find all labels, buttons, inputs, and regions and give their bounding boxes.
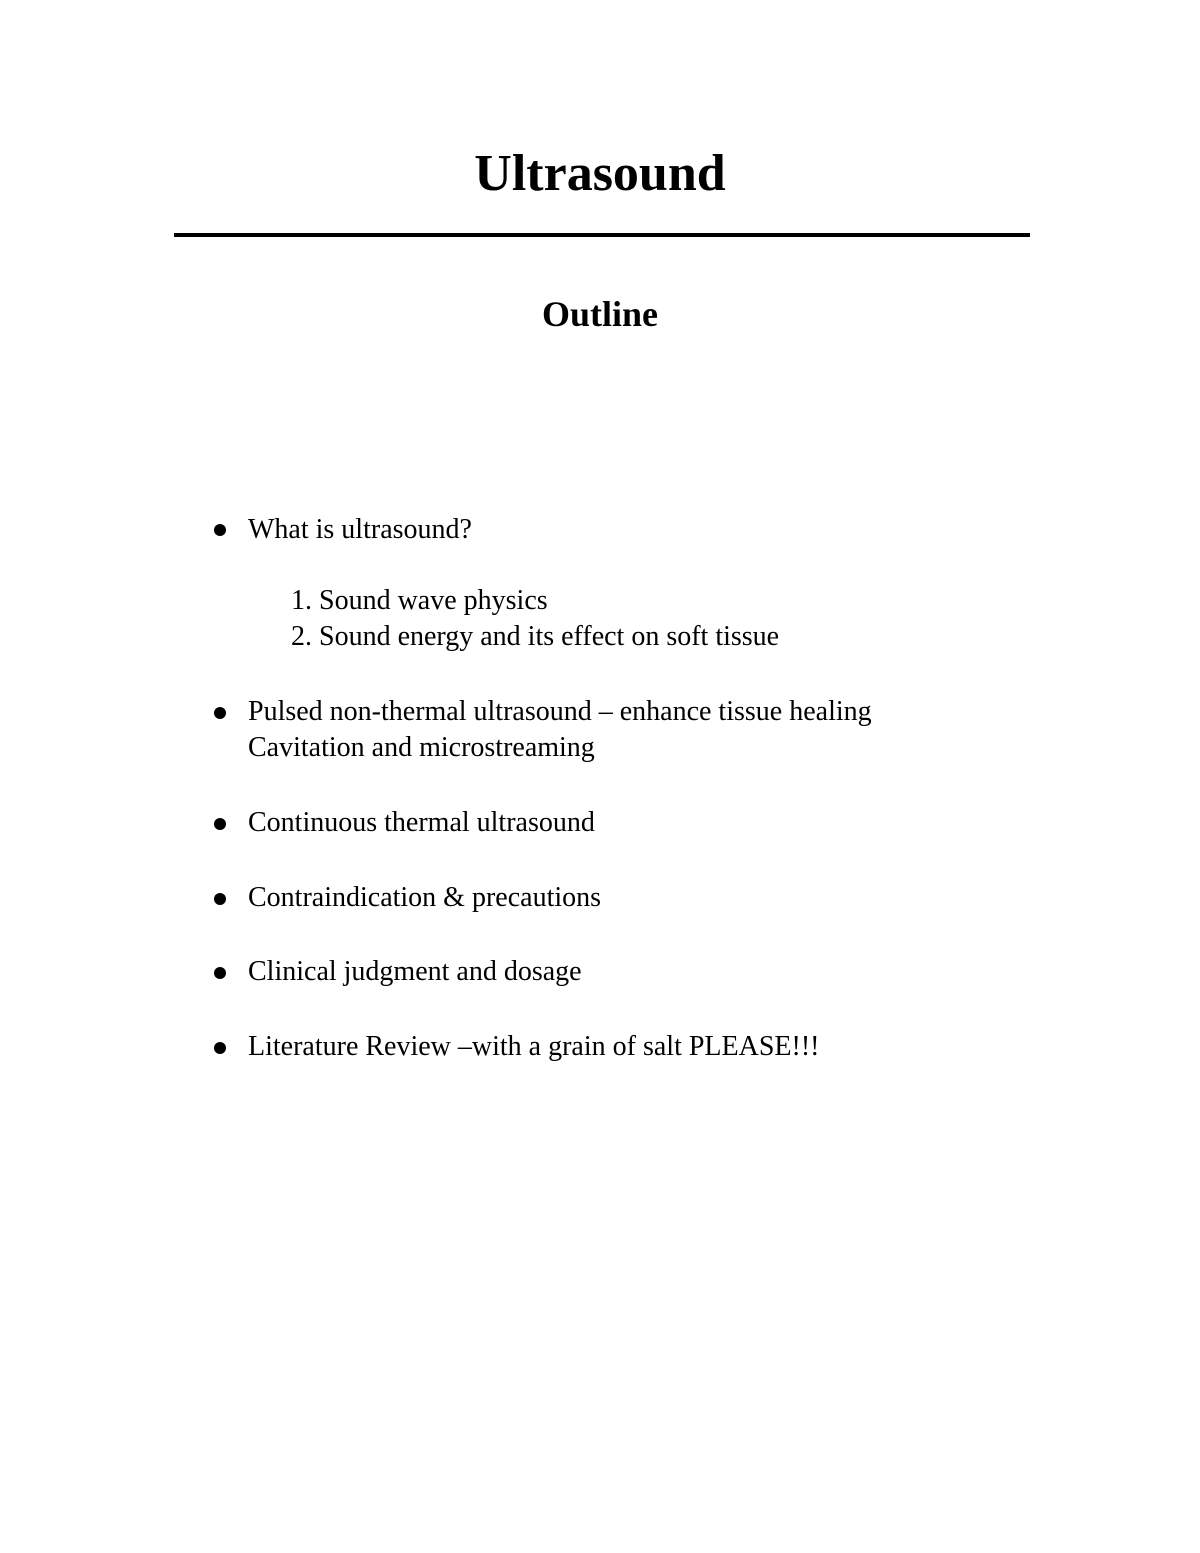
outline-item: Literature Review –with a grain of salt PLEASE!!! [248,1031,820,1062]
bullet-icon [214,893,226,905]
bullet-icon [214,818,226,830]
outline-item: Continuous thermal ultrasound [248,807,595,838]
title-divider [174,233,1030,237]
outline-item: Clinical judgment and dosage [248,956,582,987]
outline-item: What is ultrasound? [248,514,472,545]
bullet-icon [214,967,226,979]
subitem-text: Sound energy and its effect on soft tissue [319,621,780,652]
bullet-icon [214,1042,226,1054]
subitem-number: 1. [291,585,312,616]
subitem-text: Sound wave physics [319,585,548,616]
outline-item-continuation: Cavitation and microstreaming [248,732,595,763]
outline-heading: Outline [541,294,658,334]
outline-item: Contraindication & precautions [248,882,602,913]
document-title: Ultrasound [474,145,726,202]
bullet-icon [214,707,226,719]
bullet-icon [214,524,226,536]
subitem-number: 2. [291,621,312,652]
outline-item: Pulsed non-thermal ultrasound – enhance tissue healing [248,696,872,727]
